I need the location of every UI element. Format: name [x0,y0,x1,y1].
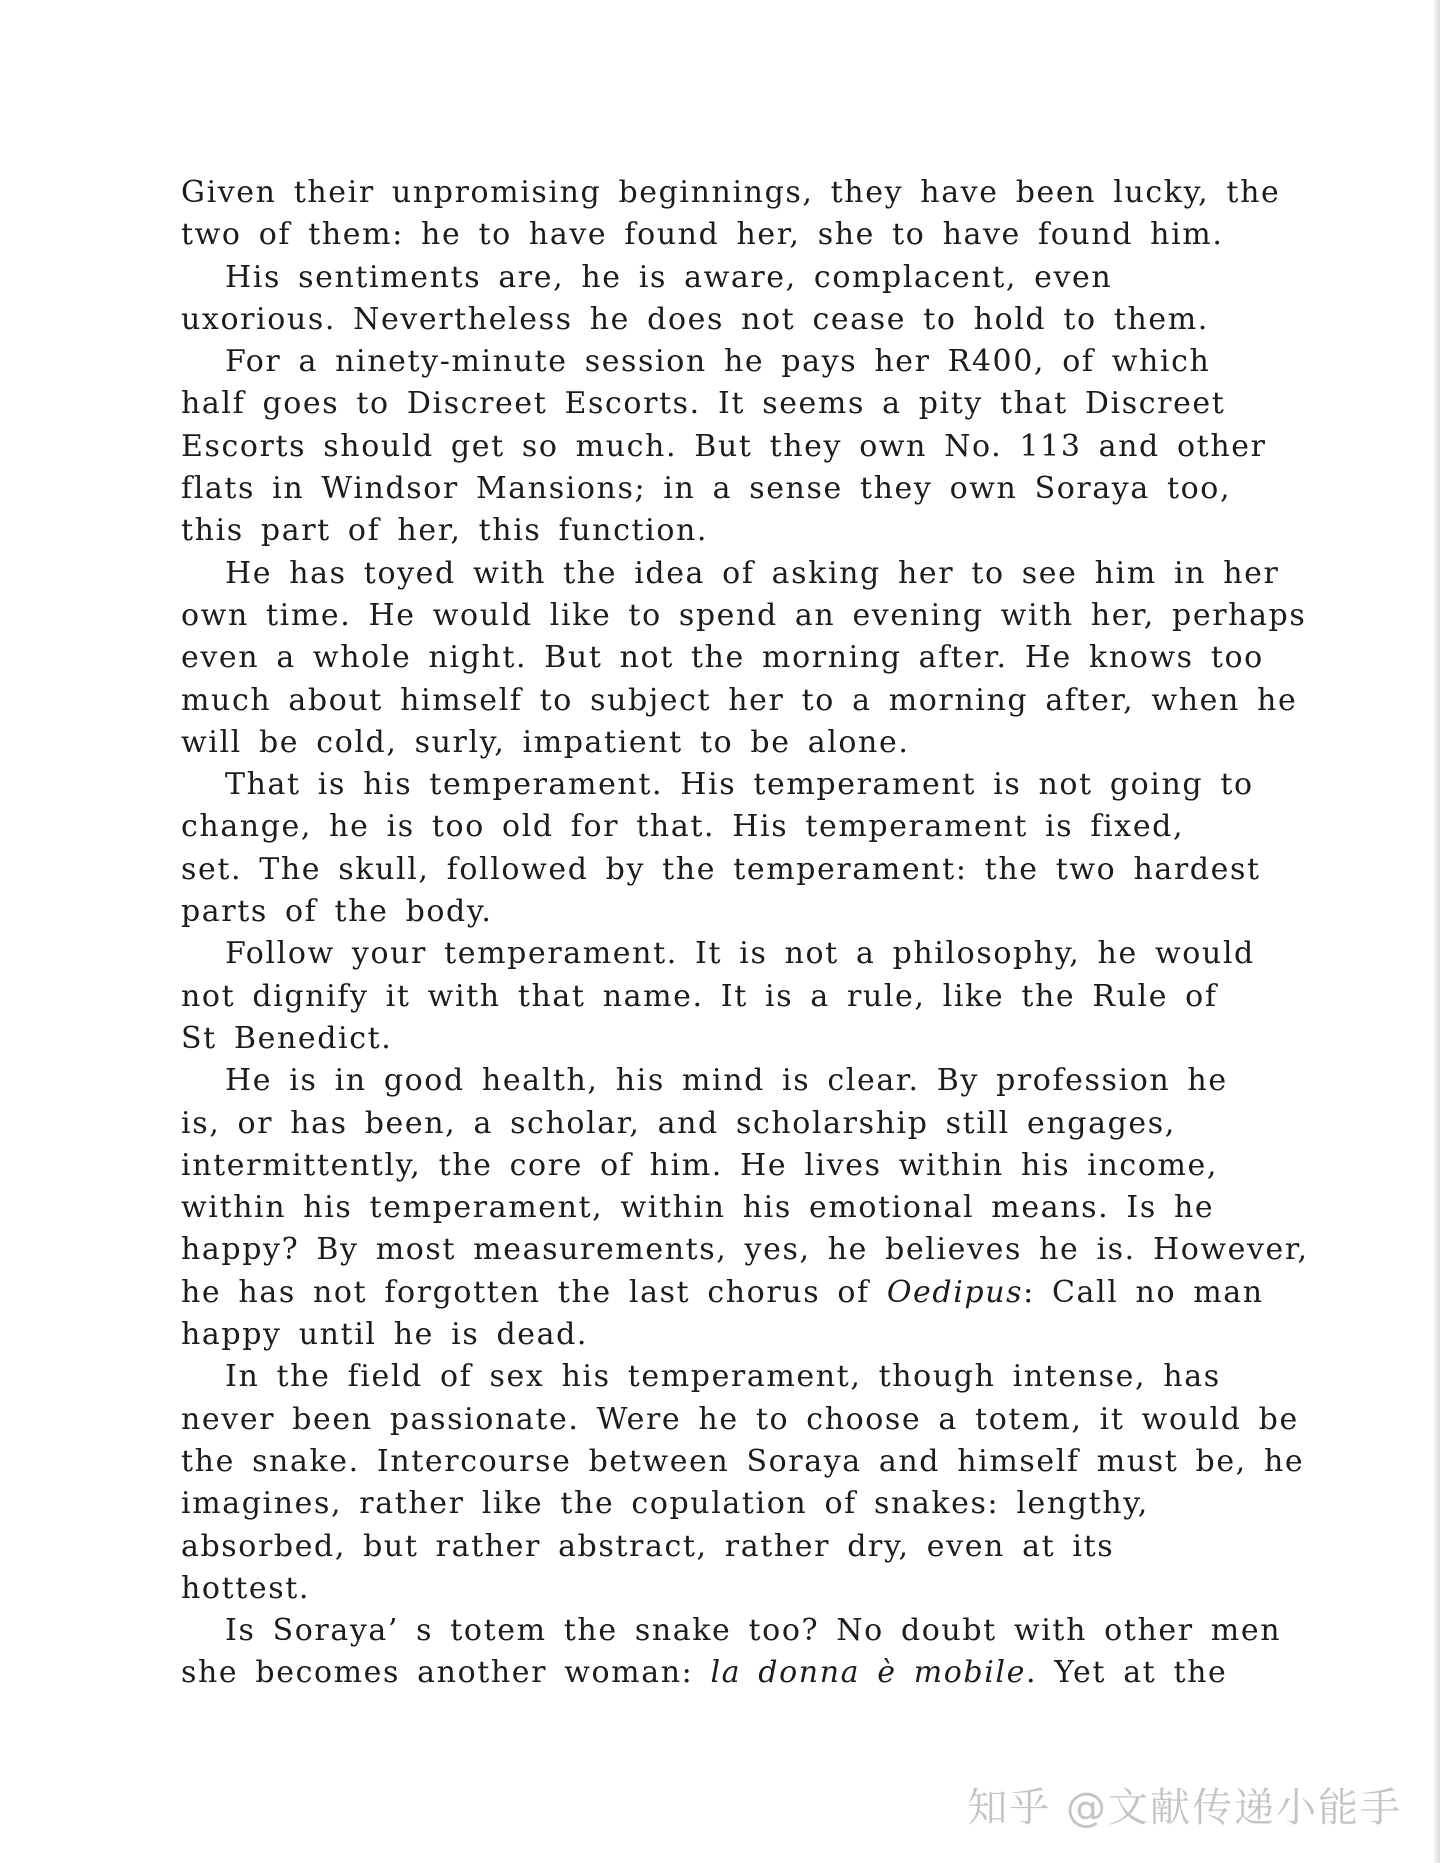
text-line [181,510,1301,552]
text-line [181,299,1301,341]
text-line [181,341,1301,383]
text-line-content: Escorts should get so much. But they own No. 113 and other [181,428,1267,464]
text-line-content: never been passionate. Were he to choose a totem, it would be [181,1401,1299,1437]
text-line [181,933,1301,975]
text-line [181,1356,1301,1398]
text-line-content: this part of her, this function. [181,513,709,549]
text-line-content: That is his temperament. His temperament is not going to [225,767,1254,803]
text-line-content: Is Soraya’ s totem the snake too? No doubt with other men [225,1613,1282,1649]
text-line [181,1272,1301,1314]
text-line-content: the snake. Intercourse between Soraya and himself must be, he [181,1443,1305,1479]
text-line-continuation: . Yet at the [1025,1655,1228,1691]
text-line-content: half goes to Discreet Escorts. It seems a pity that Discreet [181,386,1226,422]
text-line [181,595,1307,637]
text-line-content: He has toyed with the idea of asking her to see him in her [225,555,1280,591]
text-line [181,764,1301,806]
text-line-content: hottest. [181,1570,311,1606]
text-line [181,1187,1301,1229]
text-line-content: happy? By most measurements, yes, he believes he is. However, [181,1232,1309,1268]
text-line [181,849,1301,891]
text-line-content: not dignify it with that name. It is a rule, like the Rule of [181,978,1218,1014]
text-line [181,553,1301,595]
text-line-content: he has not forgotten the last chorus of [181,1274,887,1310]
text-line-content: For a ninety-minute session he pays her R400, of which [225,344,1211,380]
text-line-content: His sentiments are, he is aware, complacent, even [225,259,1113,295]
text-line [181,976,1301,1018]
text-line [181,1103,1301,1145]
text-line-content: within his temperament, within his emotional means. Is he [181,1190,1215,1226]
text-line-content: absorbed, but rather abstract, rather dry, even at its [181,1528,1115,1564]
text-line [181,1483,1301,1525]
text-line-content: change, he is too old for that. His temperament is fixed, [181,809,1185,845]
text-line [181,1314,1301,1356]
text-line-content: even a whole night. But not the morning after. He knows too [181,640,1264,676]
body-text [181,172,1309,1695]
text-line [181,172,1301,214]
text-line [181,1018,1301,1060]
text-line [181,468,1301,510]
text-line-content: Follow your temperament. It is not a philosophy, he would [225,936,1255,972]
text-line-content: set. The skull, followed by the temperament: the two hardest [181,851,1261,887]
text-line [181,1441,1305,1483]
text-line [181,383,1301,425]
text-line-content: parts of the body. [181,894,493,930]
text-line-content: much about himself to subject her to a morning after, when he [181,682,1298,718]
text-line-content: will be cold, surly, impatient to be alone. [181,724,910,760]
text-line-content: own time. He would like to spend an evening with her, perhaps [181,597,1307,633]
text-line-content: is, or has been, a scholar, and scholarship still engages, [181,1105,1176,1141]
text-line [181,214,1301,256]
text-line [181,1652,1301,1694]
text-line-content: she becomes another woman: [181,1655,711,1691]
text-line [181,680,1301,722]
italic-phrase: la donna è mobile [710,1655,1026,1691]
text-line [181,722,1301,764]
text-line [181,806,1301,848]
text-line [181,1060,1301,1102]
text-line [181,1229,1309,1271]
text-line [181,1568,1301,1610]
text-line [181,426,1301,468]
text-line-continuation: : Call no man [1023,1274,1264,1310]
text-line-content: happy until he is dead. [181,1317,589,1353]
italic-phrase: Oedipus [886,1274,1024,1310]
page-edge [1434,0,1440,1863]
text-line [181,257,1301,299]
text-line-content: Given their unpromising beginnings, they have been lucky, the [181,175,1281,210]
text-line-content: intermittently, the core of him. He lives within his income, [181,1147,1219,1183]
text-line-content: flats in Windsor Mansions; in a sense they own Soraya too, [181,471,1232,507]
text-line [181,637,1301,679]
text-line [181,891,1301,933]
text-line-content: uxorious. Nevertheless he does not cease to hold to them. [181,301,1209,337]
text-line [181,1399,1301,1441]
text-line-content: imagines, rather like the copulation of snakes: lengthy, [181,1486,1149,1522]
text-line [181,1526,1301,1568]
watermark: 知乎 @文献传递小能手 [967,1785,1402,1831]
text-line [181,1145,1301,1187]
text-line-content: St Benedict. [181,1020,393,1056]
text-line-content: He is in good health, his mind is clear. By profession he [225,1063,1228,1099]
text-line-content: In the field of sex his temperament, though intense, has [225,1359,1221,1395]
text-line [181,1610,1301,1652]
text-line-content: two of them: he to have found her, she to have found him. [181,217,1224,253]
